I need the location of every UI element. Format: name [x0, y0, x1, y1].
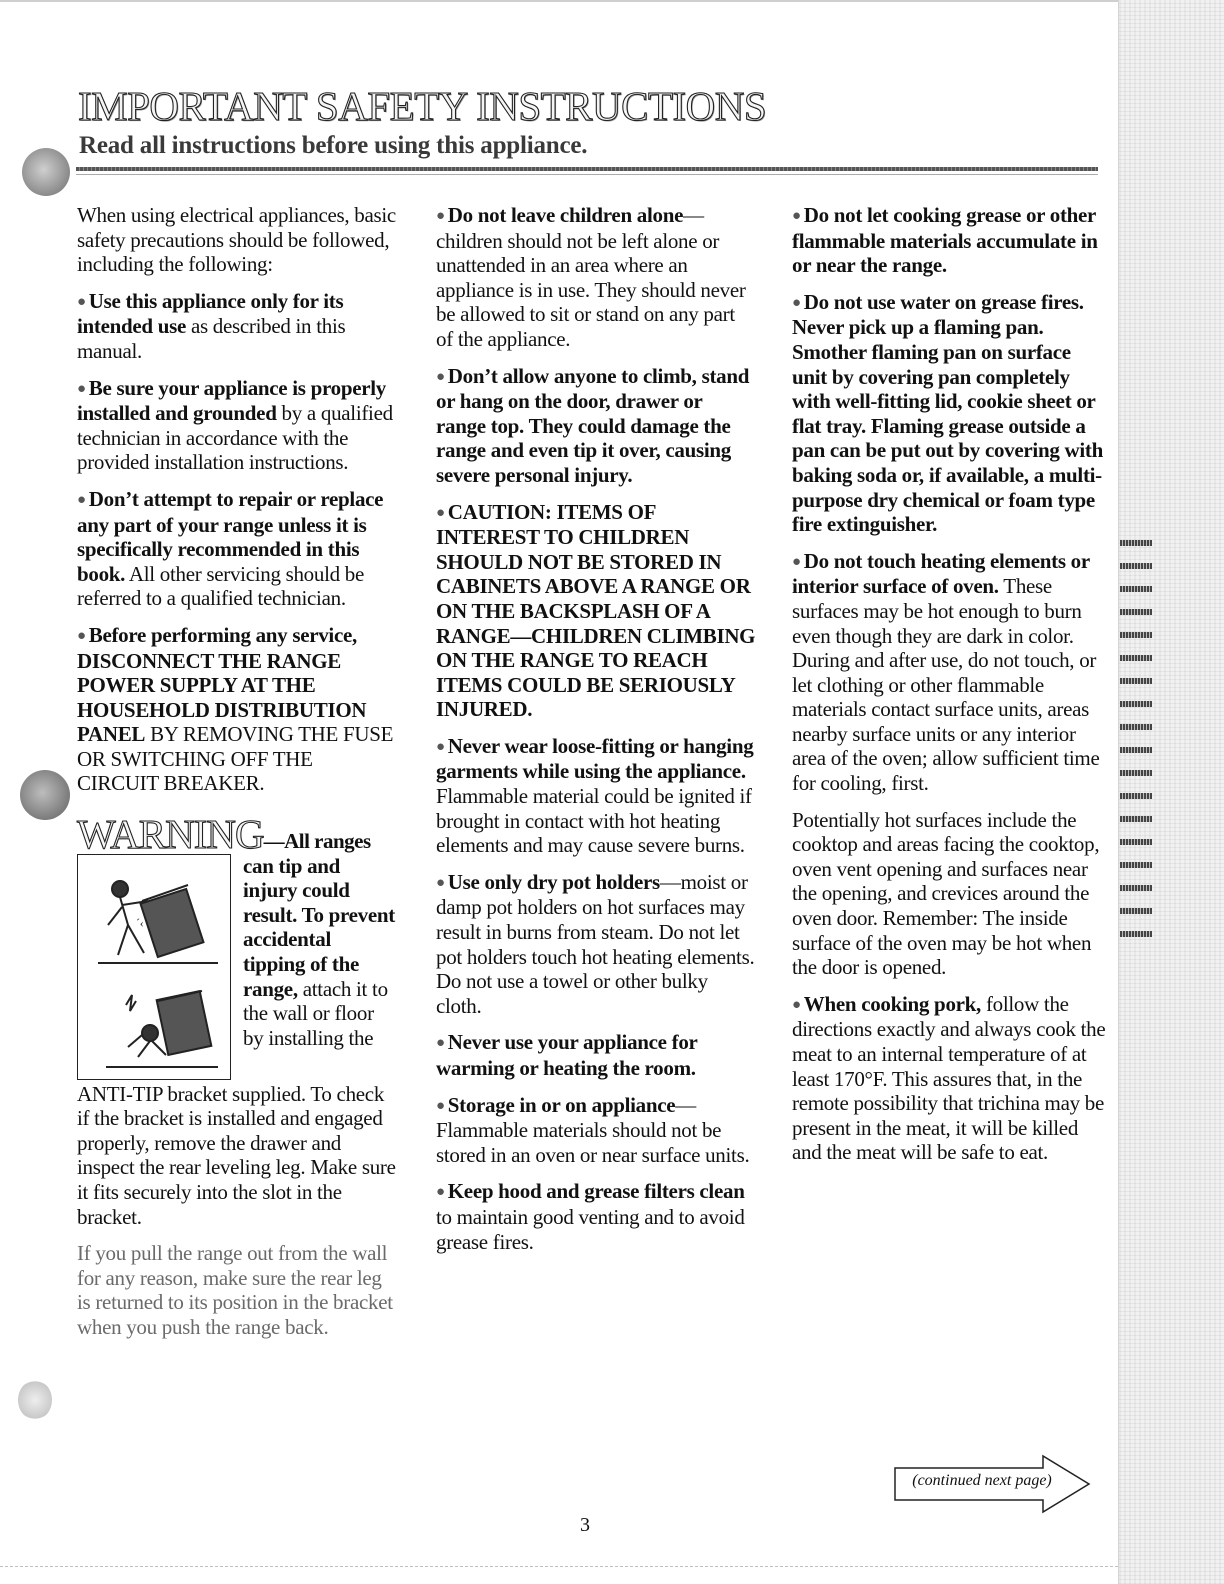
column-1	[77, 203, 397, 1352]
bullet-icon: ●	[77, 627, 86, 644]
bullet-icon: ●	[436, 208, 445, 224]
warning-heading	[77, 811, 397, 858]
warning-followup: If you pull the range out from the wall for any reason, make sure the rear leg is returned to its position in the bracket when you push the range back.	[77, 1241, 393, 1339]
safety-item-heading: Never wear loose-fitting or hanging garments while using the appliance.	[436, 733, 754, 784]
safety-item	[792, 992, 1110, 1165]
header-rule	[76, 167, 1098, 171]
safety-item-text: —moist or damp pot holders on hot surfaces may result in burns from steam. Do not let pot holders touch hot heating elements. Do not use a towel or other bulky cloth.	[436, 869, 755, 1018]
bullet-icon: ●	[436, 1184, 445, 1201]
safety-item	[436, 1030, 756, 1080]
intro-paragraph: When using electrical appliances, basic safety precautions should be followed, including the following:	[77, 203, 396, 277]
bullet-icon: ●	[792, 553, 801, 570]
safety-item-heading: Do not touch heating elements or interior surface of oven.	[792, 548, 1090, 599]
safety-item-heading: Keep hood and grease filters clean	[447, 1179, 745, 1204]
safety-item-text: to maintain good venting and to avoid grease fires.	[436, 1204, 745, 1254]
caution-item	[436, 500, 756, 722]
safety-item	[77, 289, 397, 364]
tipping-range-icon	[78, 855, 230, 1079]
anti-tip-illustration	[77, 854, 231, 1080]
scan-top-edge	[0, 0, 1118, 2]
safety-item	[77, 623, 397, 796]
safety-item-heading-caps: DISCONNECT THE RANGE POWER SUPPLY AT THE HOUSEHOLD DISTRIBUTION PANEL	[77, 648, 367, 747]
punch-hole-top	[22, 148, 70, 196]
bullet-icon: ●	[792, 294, 801, 311]
bullet-icon: ●	[792, 996, 801, 1013]
scan-edge-marks	[1120, 540, 1180, 954]
bullet-icon: ●	[436, 504, 445, 521]
safety-item	[77, 376, 397, 475]
bullet-icon: ●	[436, 874, 445, 891]
safety-item-text: —children should not be left alone or unattended in an area where an appliance is in use. They should never be allowed to sit or stand on any part of the appliance.	[436, 203, 746, 351]
continued-label: (continued next page)	[912, 1472, 1052, 1489]
safety-item	[77, 487, 397, 611]
warning-body: ANTI-TIP bracket supplied. To check if the bracket is installed and engaged properly, remove the drawer and inspect the rear leveling leg. Make sure it fits securely into the slot in the bracket.	[77, 1081, 396, 1229]
svg-text:´‹: ´‹	[136, 915, 144, 930]
safety-item-text: All other servicing should be referred to a qualified technician.	[77, 561, 364, 611]
safety-item-text: BY REMOVING THE FUSE OR SWITCHING OFF THE CIRCUIT BREAKER.	[77, 722, 394, 796]
bullet-icon: ●	[77, 293, 86, 310]
warning-dash: —	[263, 829, 285, 854]
punch-hole-bottom	[18, 1380, 52, 1420]
warning-emphasis: can tip and injury could result. To prevent accidental tipping of the range,	[243, 853, 395, 1001]
safety-item	[436, 734, 756, 858]
safety-item-text: as described in this manual.	[77, 314, 346, 363]
bullet-icon: ●	[77, 491, 86, 508]
bullet-icon: ●	[436, 368, 445, 385]
page-title: IMPORTANT SAFETY INSTRUCTIONS	[78, 83, 767, 129]
scan-bottom-edge	[0, 1566, 1118, 1568]
safety-item	[436, 1179, 756, 1254]
safety-item-heading: When cooking pork,	[803, 991, 981, 1016]
safety-item-heading: Do not let cooking grease or other flammable materials accumulate in or near the range.	[792, 203, 1098, 278]
hot-surfaces-paragraph: Potentially hot surfaces include the cooktop and areas facing the cooktop, oven vent opening and surfaces near the opening, and crevices around the oven door. Remember: The inside surface of the oven may be hot when the door is opened.	[792, 807, 1100, 980]
warning-instruction: attach it to the wall or floor by installing the	[243, 976, 388, 1050]
safety-item-heading: Storage in or on appliance	[447, 1092, 676, 1117]
caution-text: CAUTION: ITEMS OF INTEREST TO CHILDREN SHOULD NOT BE STORED IN CABINETS ABOVE A RANGE OR ON THE BACKSPLASH OF A RANGE—CHILDREN CLIMBING ON THE RANGE TO REACH ITEMS COULD BE SERIOUSLY INJURED.	[436, 499, 756, 722]
safety-item	[436, 1093, 756, 1168]
safety-item	[436, 364, 756, 488]
header-rule-thin	[76, 174, 1098, 175]
safety-item-text: —Flammable materials should not be stored in an oven or near surface units.	[436, 1092, 750, 1167]
safety-item	[436, 870, 756, 1019]
safety-item-heading: Use only dry pot holders	[447, 869, 660, 894]
safety-item-text: by a qualified technician in accordance with the provided installation instructions.	[77, 401, 393, 475]
safety-item	[792, 290, 1110, 537]
column-3	[792, 203, 1110, 1177]
safety-item-heading: Before performing any service,	[88, 622, 357, 647]
safety-item-heading: Do not use water on grease fires. Never pick up a flaming pan. Smother flaming pan on surface unit by covering pan completely with well-fitting lid, cookie sheet or flat tray. Flaming grease outside a pan can be put out by covering with baking soda or, if available, a multi-purpose dry chemical or foam type fire extinguisher.	[792, 289, 1103, 537]
bullet-icon: ●	[436, 1097, 445, 1114]
bullet-icon: ●	[436, 1035, 445, 1052]
safety-item-text: These surfaces may be hot enough to burn even though they are dark in color. During and after use, do not touch, or let clothing or other flammable materials contact surface units, areas nearby surface units or any interior area of the oven; allow sufficient time for cooling, first.	[792, 574, 1100, 796]
safety-item-heading: Never use your appliance for warming or heating the room.	[436, 1030, 698, 1080]
warning-word: WARNING	[77, 811, 264, 858]
safety-item	[792, 203, 1110, 278]
safety-item-heading: Don’t attempt to repair or replace any part of your range unless it is specifically recommended in this book.	[77, 486, 384, 586]
safety-item-heading: Use this appliance only for its intended use	[77, 288, 344, 339]
bullet-icon: ●	[77, 380, 86, 397]
safety-item-heading: Don’t allow anyone to climb, stand or hang on the door, drawer or range top. They could damage the range and even tip it over, causing severe personal injury.	[436, 363, 750, 487]
page-subtitle: Read all instructions before using this appliance.	[79, 132, 588, 159]
safety-item	[792, 549, 1110, 796]
punch-hole-middle	[20, 770, 70, 820]
safety-item-text: follow the directions exactly and always cook the meat to an internal temperature of at least 170°F. This assures that, in the remote possibility that trichina may be present in the meat, it will be killed and the meat will be safe to eat.	[792, 991, 1106, 1165]
continued-next-page-link[interactable]	[893, 1454, 1093, 1514]
page-number: 3	[580, 1514, 590, 1536]
safety-item-heading: Be sure your appliance is properly installed and grounded	[77, 375, 387, 426]
warning-box	[77, 811, 397, 1340]
column-2	[436, 203, 756, 1266]
warning-lead: All ranges	[284, 829, 371, 854]
safety-item	[436, 203, 756, 352]
safety-item-heading: Do not leave children alone	[447, 203, 684, 227]
bullet-icon: ●	[792, 208, 801, 224]
bullet-icon: ●	[436, 738, 445, 755]
safety-item-text: Flammable material could be ignited if brought in contact with hot heating elements and may cause severe burns.	[436, 784, 752, 858]
